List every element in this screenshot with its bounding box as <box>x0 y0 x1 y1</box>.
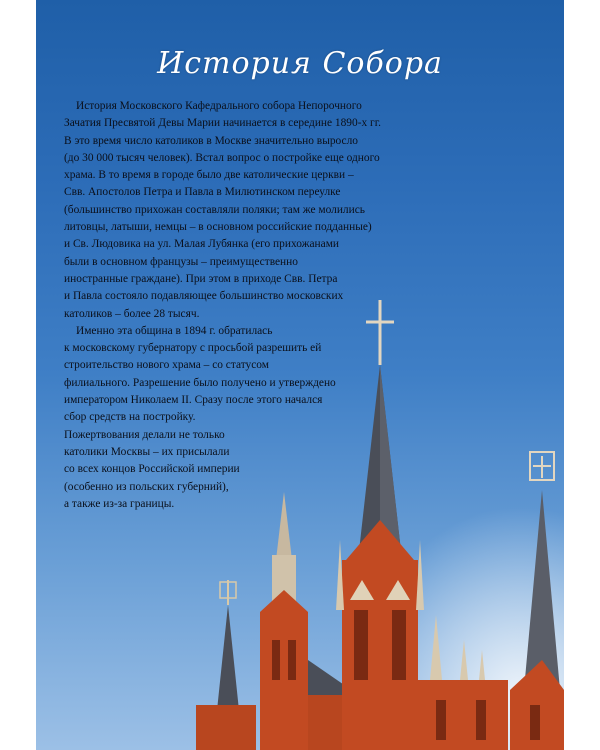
text-line: литовцы, латыши, немцы – в основном российские подданные) <box>64 221 372 234</box>
text-line: императором Николаем II. Сразу после этого начался <box>64 394 323 407</box>
text-line: были в основном французы – преимущественно <box>64 255 298 268</box>
text-line: иностранные граждане). При этом в приходе Свв. Петра <box>64 272 338 285</box>
text-line: и Павла состояло подавляющее большинство московских <box>64 290 344 303</box>
text-line: (особенно из польских губерний), <box>64 480 229 493</box>
text-line: Зачатия Пресвятой Девы Марии начинается в середине 1890-х гг. <box>64 117 381 130</box>
text-line: Именно эта община в 1894 г. обратилась <box>76 324 273 337</box>
right-pinnacles <box>418 615 508 750</box>
page-title: История Собора <box>157 46 443 81</box>
text-line: Пожертвования делали не только <box>64 428 225 441</box>
text-line: (большинство прихожан составляли поляки; там же молились <box>64 203 365 216</box>
cathedral-photo <box>36 0 564 750</box>
text-line: со всех концов Российской империи <box>64 463 240 476</box>
text-line: (до 30 000 тысяч человек). Встал вопрос о постройке еще одного <box>64 151 380 164</box>
text-line: сбор средств на постройку. <box>64 411 196 424</box>
text-line: В это время число католиков в Москве значительно выросло <box>64 134 358 147</box>
text-line: храма. В то время в городе было две католические церкви – <box>64 169 354 182</box>
text-line: а также из-за границы. <box>64 497 175 510</box>
right-spire <box>510 452 564 750</box>
text-line: Свв. Апостолов Петра и Павла в Милютинском переулке <box>64 186 341 199</box>
left-spire <box>196 580 256 750</box>
text-line: филиального. Разрешение было получено и утверждено <box>64 376 336 389</box>
text-line: католиков – более 28 тысяч. <box>64 307 200 320</box>
text-line: католики Москвы – их присылали <box>64 445 230 458</box>
text-line: к московскому губернатору с просьбой разрешить ей <box>64 342 322 355</box>
article-text <box>64 98 424 513</box>
text-line: строительство нового храма – со статусом <box>64 359 269 372</box>
text-line: и Св. Людовика на ул. Малая Лубянка (его прихожанами <box>64 238 340 251</box>
text-line: История Московского Кафедрального собора Непорочного <box>76 100 362 112</box>
